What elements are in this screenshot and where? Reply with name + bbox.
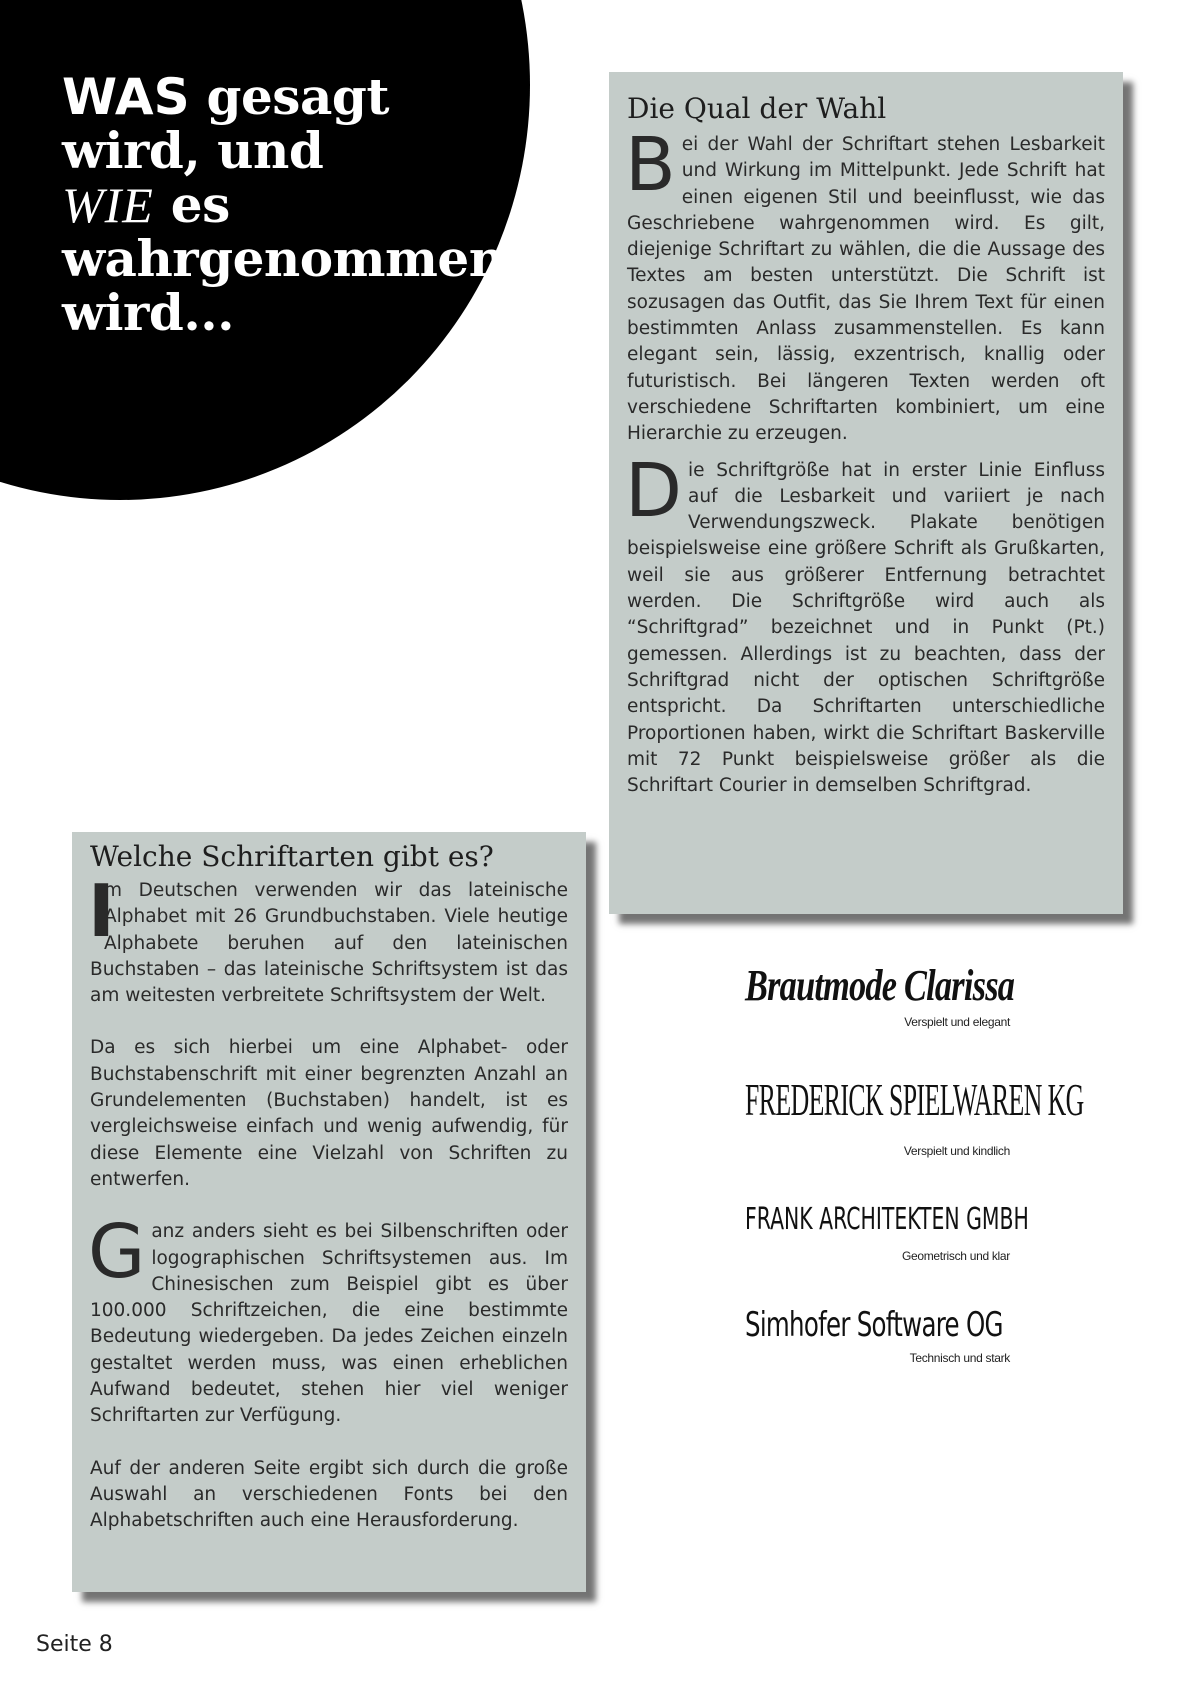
font-sample-name: Brautmode Clarissa [745,961,1015,1010]
drop-cap-g: G [88,1209,146,1296]
headline-text-3: es [153,175,230,234]
qual-der-wahl-box [609,72,1123,914]
drop-cap-d: D [625,447,682,534]
welche-title: Welche Schriftarten gibt es? [90,840,494,873]
headline-text-5: wird... [62,283,235,342]
welche-paragraph-4: Auf der anderen Seite ergibt sich durch die große Auswahl an verschiedenen Fonts bei den Alphabetschriften auch eine Herausforderung. [90,1457,568,1532]
font-sample-name: FRANK ARCHITEKTEN GMBH [745,1202,1029,1237]
font-sample-caption: Verspielt und kindlich [903,1144,1010,1158]
qual-paragraph-2-text: ie Schriftgröße hat in erster Linie Einfluss auf die Lesbarkeit und variiert je nach Verwendungszweck. Plakate benötigen beispielsweise eine größere Schrift als Grußkarten, weil sie aus größerer Entfernung betrachtet werden. Die Schriftgröße wird auch als “Schriftgrad” bezeichnet und in Punkt (Pt.) gemessen. Allerdings ist zu beachten, dass der Schriftgrad nicht der optischen Schriftgröße entspricht. Da Schriftarten unterschiedliche Proportionen haben, wirkt die Schriftart Baskerville mit 72 Punkt beispielsweise größer als die Schriftart Courier in demselben Schriftgrad. [627,459,1105,797]
font-sample-caption: Geometrisch und klar [901,1249,1010,1263]
headline-text-4: wahrgenommen [62,229,505,288]
qual-paragraph-1-text: ei der Wahl der Schriftart stehen Lesbarkeit und Wirkung im Mittelpunkt. Jede Schrift hat einen eigenen Stil und beeinflusst, wie das Geschriebene wahrgenommen wird. Es gilt, diejenige Schriftart zu wählen, die die Aussage des Textes am besten unterstützt. Die Schrift ist sozusagen das Outfit, das Sie Ihrem Text für einen bestimmten Anlass zusammenstellen. Es kann elegant sein, lässig, exzentrisch, knallig oder futuristisch. Bei längeren Texten werden oft verschiedene Schriftarten kombiniert, um eine Hierarchie zu erzeugen. [627,134,1105,445]
welche-paragraph-1-text: m Deutschen verwenden wir das lateinische Alphabet mit 26 Grundbuchstaben. Viele heutige Alphabete beruhen auf den lateinischen Buchstaben – das lateinische Schriftsystem ist das am weitesten verbreitete Schriftsystem der Welt. [90,880,568,1007]
drop-cap-b: B [625,122,676,208]
welche-paragraph-3-text: anz anders sieht es bei Silbenschriften oder logographischen Schriftsystemen aus. Im Chinesischen zum Beispiel gibt es über 100.000 Schriftzeichen, die eine bestimmte Bedeutung wiedergeben. Da jedes Zeichen einzeln gestaltet werden muss, was einen erheblichen Aufwand bedeutet, stehen hier viel weniger Schriftarten zur Verfügung. [90,1221,568,1427]
welche-paragraph-1 [88,869,568,1009]
font-sample [745,1073,1084,1158]
welche-schriftarten-box [72,832,586,1592]
headline-text-1: gesagt [189,67,389,126]
welche-paragraph-2: Da es sich hierbei um eine Alphabet- oder Buchstabenschrift mit einer begrenzten Anzahl an Grundelementen (Buchstaben) handelt, ist es vergleichsweise einfach und wenig aufwendig, für diese Elemente eine Vielzahl von Schriften zu entwerfen. [90,1037,568,1190]
font-sample-caption: Technisch und stark [909,1351,1010,1365]
qual-paragraph-2 [625,447,1105,800]
font-sample [745,1202,1029,1263]
font-sample [745,1305,1010,1365]
headline-word-was: WAS [62,68,190,126]
drop-cap-i: I [88,869,115,953]
page-number: Seite 8 [36,1632,113,1657]
headline-word-wie: WIE [62,177,154,233]
headline [62,67,505,342]
font-sample-name: Simhofer Software OG [745,1305,1003,1345]
qual-paragraph-1 [625,122,1105,448]
font-sample-caption: Verspielt und elegant [904,1015,1010,1029]
font-sample [745,960,1015,1029]
welche-paragraph-3 [88,1209,568,1429]
qual-title: Die Qual der Wahl [627,92,887,125]
font-sample-name: FREDERICK SPIELWAREN KG [745,1074,1084,1125]
headline-text-2: wird, und [62,121,324,180]
font-samples [745,960,1084,1365]
